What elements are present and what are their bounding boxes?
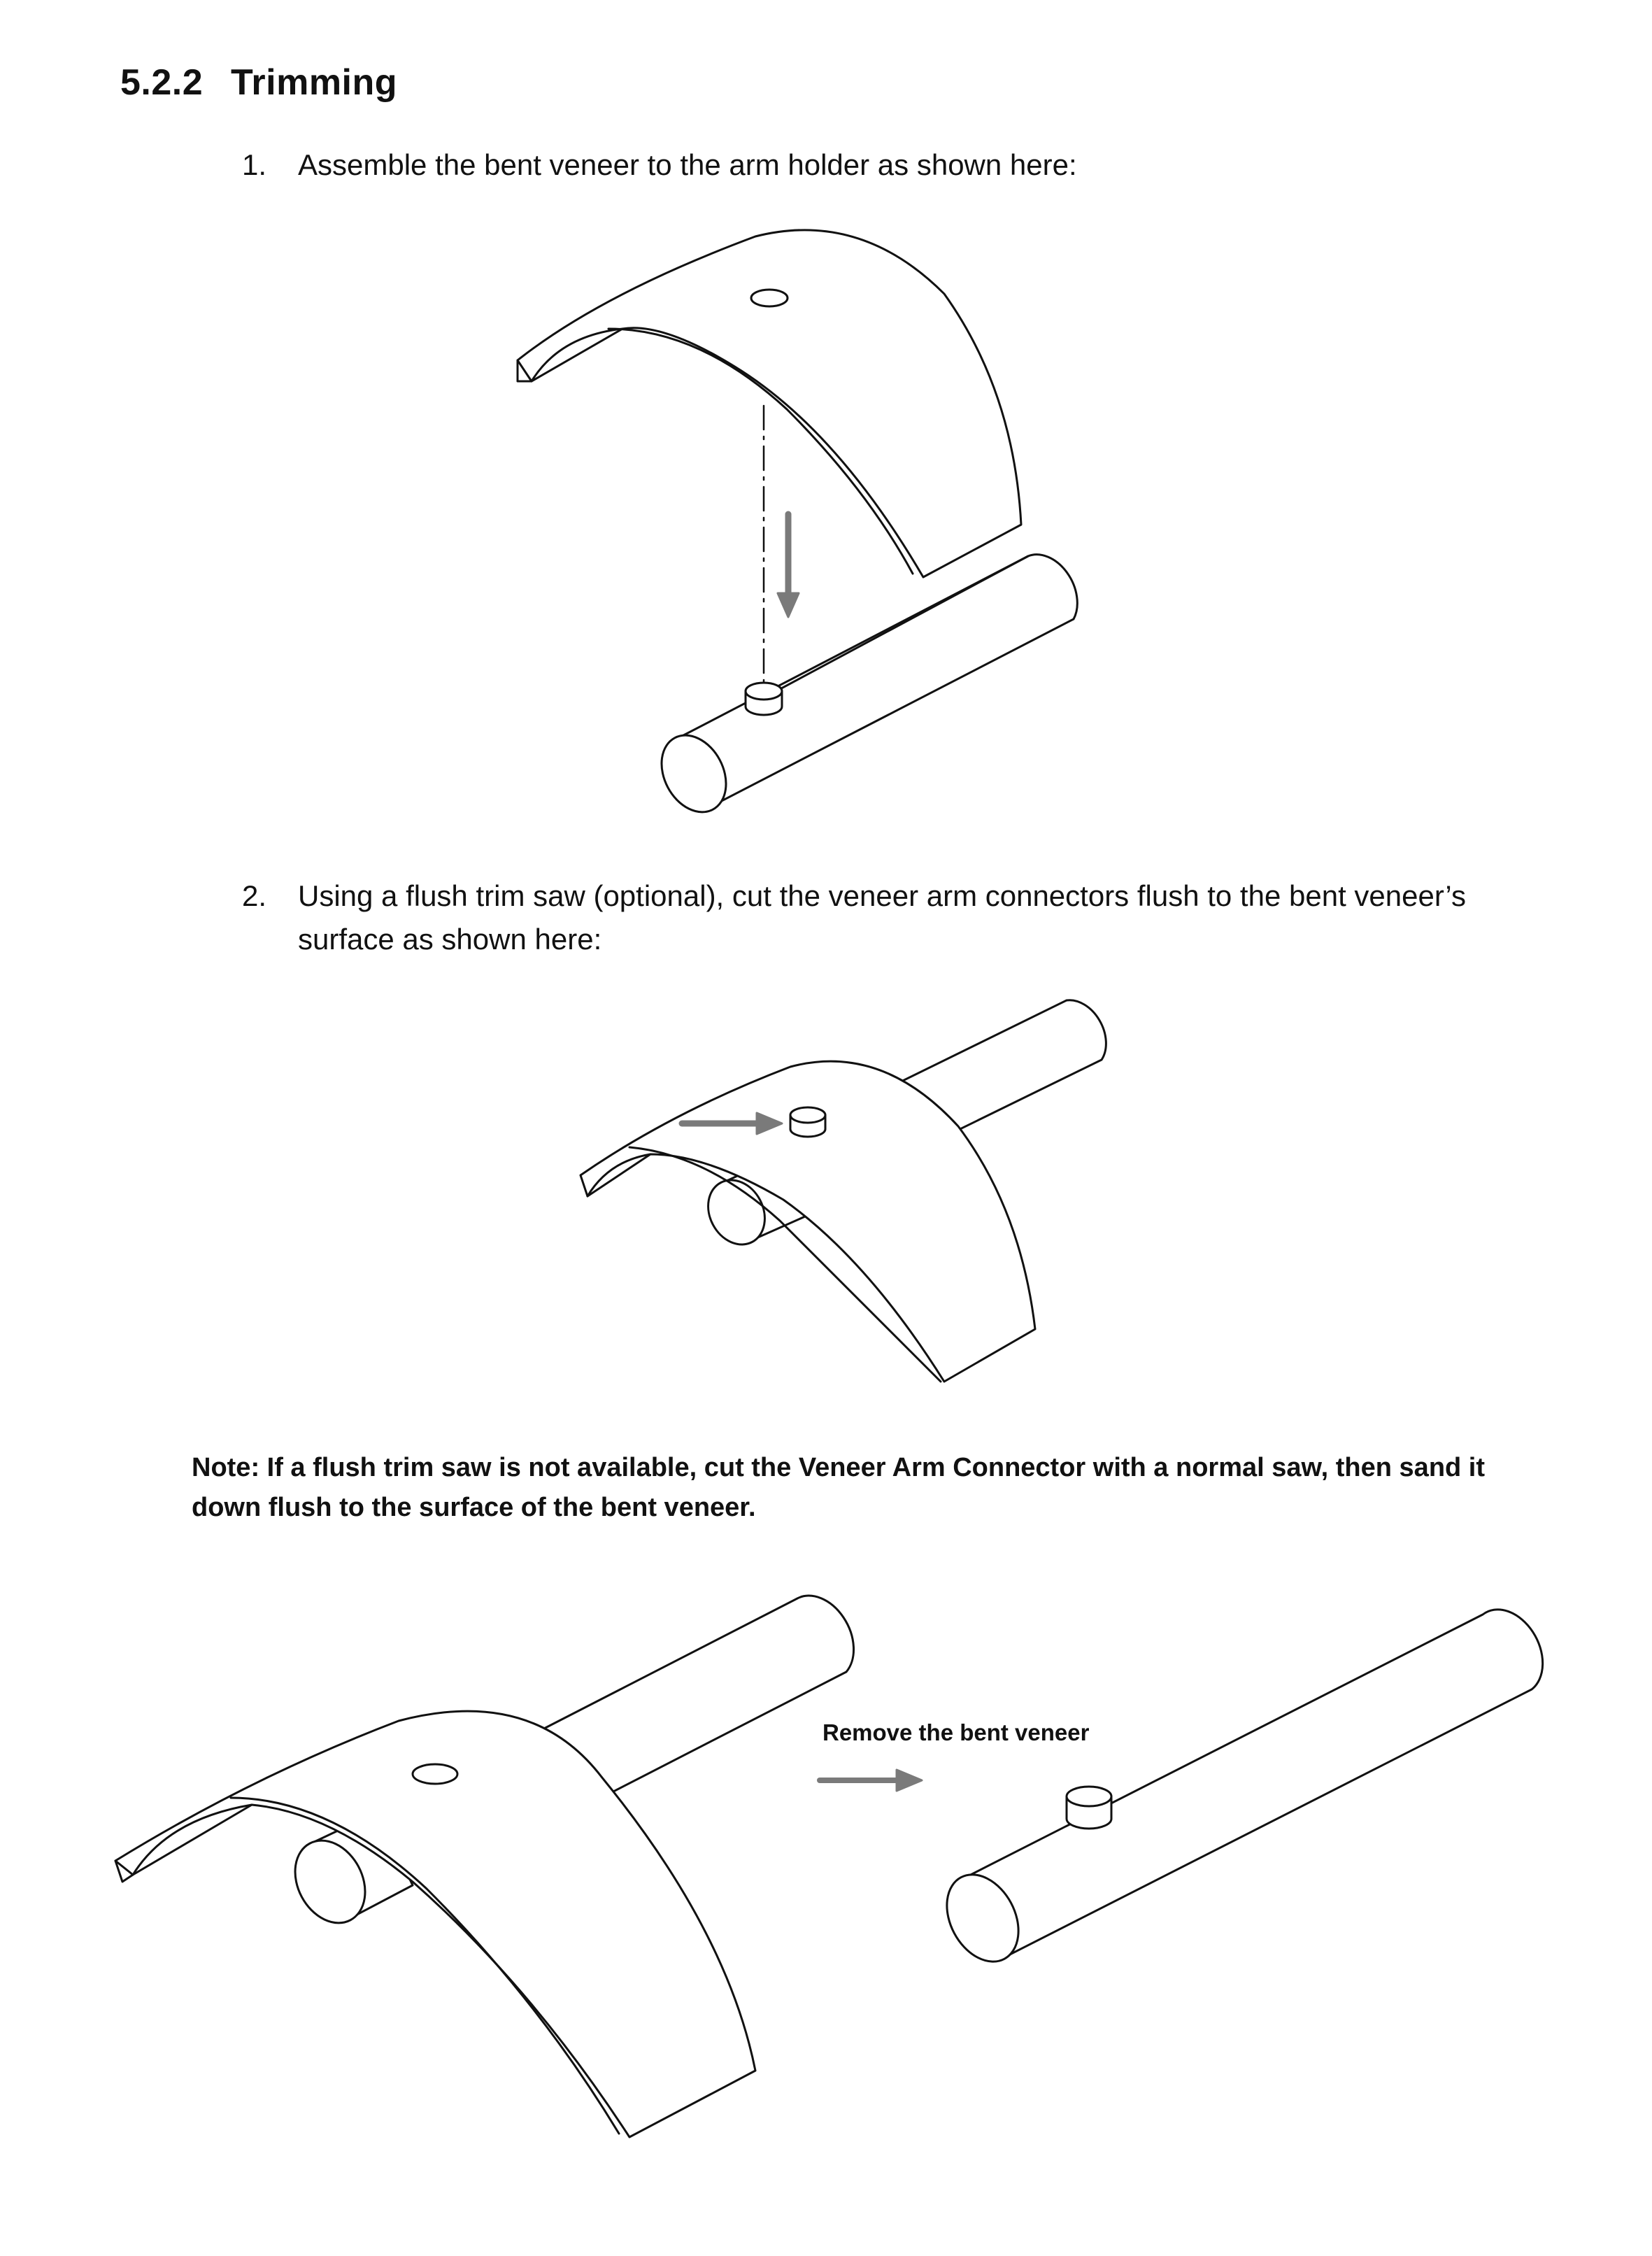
step-number: 2. xyxy=(242,879,267,912)
arm-holder-cylinder xyxy=(932,1610,1542,1974)
bent-veneer xyxy=(115,1711,755,2137)
step-text: Assemble the bent veneer to the arm holder as shown here: xyxy=(298,148,1077,181)
veneer-hole xyxy=(413,1764,457,1784)
arm-connector-peg xyxy=(1067,1787,1111,1829)
step-text: Using a flush trim saw (optional), cut the veneer arm connectors flush to the bent veneer’s surface as shown here: xyxy=(298,879,1466,956)
right-arrow-icon xyxy=(820,1770,922,1791)
note-text: Note: If a flush trim saw is not available, cut the Veneer Arm Connector with a normal saw, then sand it down flush to the surface of the bent veneer. xyxy=(192,1453,1486,1522)
section-number: 5.2.2 xyxy=(120,62,204,103)
figure-caption: Remove the bent veneer xyxy=(823,1719,1090,1745)
step-number: 1. xyxy=(242,148,267,181)
section-title: Trimming xyxy=(231,62,398,103)
